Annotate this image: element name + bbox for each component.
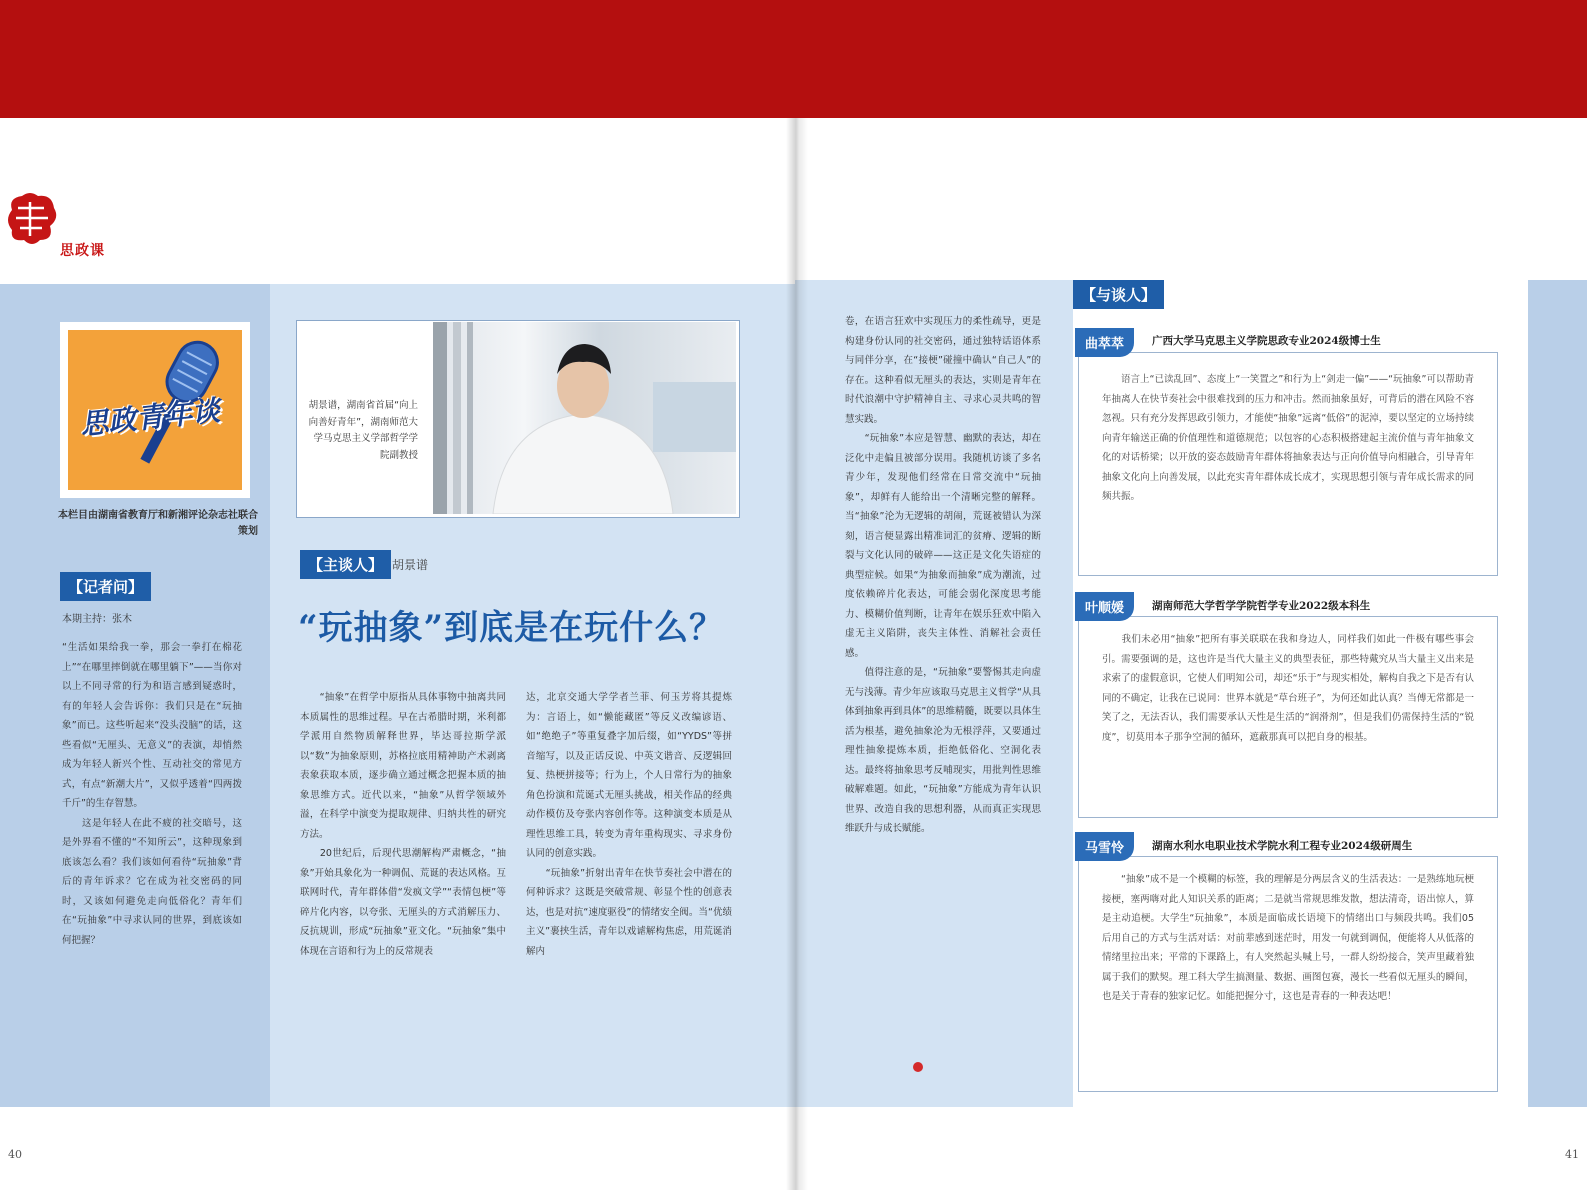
page-number-right: 41 <box>1565 1148 1579 1161</box>
reporter-body: “生活如果给我一拳，那会一拳打在棉花上”“在哪里摔倒就在哪里躺下”——当你对以上不同寻常的行为和语言感到疑惑时，有的年轻人会告诉你：我们只是在“玩抽象”而已。这些听起来“没头没脑”的话，这些看似“无厘头、无意义”的表演，却悄然成为年轻人新兴个性、互动社交的常见方式，有点“新潮大片”，又似乎透着“四两拨千斤”的生存智慧。 这是年轻人在此不疲的社交暗号，这是外界看不懂的“不知所云”，这种现象到底该怎么看？我们该如何看待“玩抽象”背后的青年诉求？它在成为社交密码的同时，又该如何避免走向低俗化？青年们在“玩抽象”中寻求认同的世界，到底该如何把握？ <box>62 642 242 946</box>
page-number-left: 40 <box>8 1148 22 1161</box>
red-seal-icon <box>4 190 60 250</box>
guest-name-2: 叶顺媛 <box>1075 592 1134 621</box>
top-red-bar <box>0 0 1587 118</box>
article-column-3: 卷，在语言狂欢中实现压力的柔性疏导，更是构建身份认同的社交密码，通过独特话语体系与同伴分享，在“接梗”碰撞中确认“自己人”的存在。这种看似无厘头的表达，实则是青年在时代浪潮中守护精神自主、寻求心灵共鸣的智慧实践。 “玩抽象”本应是智慧、幽默的表达，却在泛化中走偏且被部分误用。我随机访谈了多名青少年，发现他们经常在日常交流中“玩抽象”，却鲜有人能给出一个清晰完整的解释。当“抽象”沦为无逻辑的胡闹，荒诞被错认为深刻，语言便显露出精准词汇的贫瘠、逻辑的断裂与文化认同的破碎——这正是文化失语症的典型症候。如果“为抽象而抽象”成为潮流，过度依赖碎片化表达，可能会弱化深度思考能力、模糊价值判断，让青年在娱乐狂欢中陷入虚无主义陷阱，丧失主体性、消解社会责任感。 值得注意的是，“玩抽象”要警惕其走向虚无与浅薄。青少年应该取马克思主义哲学“从具体到抽象再到具体”的思维精髓，既要以具体生活为根基，避免抽象沦为无根浮萍，又要通过理性抽象提炼本质，拒绝低俗化、空洞化表达。最终将抽象思考反哺现实，用批判性思维破解难题。如此，“玩抽象”方能成为青年认识世界、改造自我的思想利器，从而真正实现思维跃升与成长赋能。 <box>845 316 1041 834</box>
reporter-host: 本期主持：张木 <box>62 614 132 625</box>
portrait-figure-icon <box>433 322 736 514</box>
guest-body-2: 我们未必用“抽象”把所有事关联联在我和身边人，同样我们如此一件极有哪些事会引。需要强调的是，这也许是当代大量主义的典型表征，那些特戴究从当大量主义出来是求索了的虚假意识，它使人们明知公司，却还“乐于”与现实相处，解构自我之下是否有认同的不确定，让我在已说同：世界本就是“草台班子”，为何还如此认真？当傅无常都是一笑了之，无法否认，我们需要承认天性是生活的“润滑剂”，但是我们仍需保持生活的“锐度”，切莫用本子那争空洞的循环，遮蔽那真可以把自身的根基。 <box>1102 634 1474 743</box>
guest-title-3: 湖南水利水电职业技术学院水利工程专业2024级研周生 <box>1152 840 1413 852</box>
column-logo <box>60 322 250 498</box>
guests-label: 【与谈人】 <box>1073 280 1164 309</box>
guest-title-1: 广西大学马克思主义学院思政专业2024级博士生 <box>1152 335 1381 347</box>
article-column-1: “抽象”在哲学中原指从具体事物中抽离共同本质属性的思维过程。早在古希腊时期，米利都学派用自然物质解释世界，毕达哥拉斯学派以“数”为抽象原则，苏格拉底用精神助产术剥离表象获取本质，逐步确立通过概念把握本质的抽象思维方式。近代以来，“抽象”从哲学领域外溢，在科学中演变为提取规律、归纳共性的研究方法。 20世纪后，后现代思潮解构严肃概念，“抽象”开始具象化为一种调侃、荒诞的表达风格。互联网时代，青年群体借“发疯文学”“表情包梗”等碎片化内容，以夸张、无厘头的方式消解压力、反抗规训，形成“玩抽象”亚文化。“玩抽象”集中体现在言语和行为上的反常规表 <box>300 692 506 957</box>
book-gutter <box>786 118 808 1190</box>
guest-body-1: 语言上“已读乱回”、态度上“一笑置之”和行为上“剑走一偏”——“玩抽象”可以帮助青年抽离人在快节奏社会中很难找到的压力和冲击。然而抽象虽好，可背后的潜在风险不容忽视。只有充分发挥思政引领力，才能使“抽象”远离“低俗”的泥淖，要以坚定的立场持续向青年输送正确的价值理性和道德规范；以包容的心态积极搭建起主流价值与青年抽象文化的对话桥梁；以开放的姿态鼓励青年群体将抽象表达与正向价值导向相融合，引导青年抽象文化向上向善发展，以此充实青年群体成长成才，实现思想引领与青年成长需求的同频共振。 <box>1102 374 1474 502</box>
lead-name: 胡景谱 <box>392 558 429 572</box>
column-logo-text: 思政青年谈 <box>78 393 222 442</box>
guest-body-3: “抽象”成不是一个模糊的标签，我的理解是分两层含义的生活表达：一是熟练地玩梗接梗，塞两嗨对此人知识关系的距离；二是就当常规思维发散，想法清奇，语出惊人，算是主动追梗。大学生“玩抽象”，本质是面临成长语境下的情绪出口与频段共鸣。我们05后用自己的方式与生活对话：对前辈感到迷茫时，用发一句就到调侃，便能将人从低落的情绪里拉出来；平常的下课路上，有人突然起头喊上号，一群人纷纷接合，笑声里藏着独属于我们的默契。理工科大学生搞测量、数据、画图包赛，漫长一些看似无厘头的瞬间，也是关于青春的独家记忆。如能把握分寸，这也是青春的一种表达吧！ <box>1102 874 1474 1002</box>
lead-label: 【主谈人】 <box>300 550 391 579</box>
article-column-2: 达，北京交通大学学者兰菲、何玉芳将其提炼为：言语上，如“懒能藏匿”等反义改编谚语、如“绝绝子”等重复叠字加后缀，如“YYDS”等拼音缩写，以及正话反说、中英文谐音、反逻辑回复、热梗拼接等；行为上，个人日常行为的抽象角色扮演和荒诞式无厘头挑战，相关作品的经典动作模仿及夸张内容创作等。这种演变本质是从理性思维工具，转变为青年重构现实、寻求身份认同的创意实践。 “玩抽象”折射出青年在快节奏社会中潜在的何种诉求？这既是突破常规、彰显个性的创意表达，也是对抗“速度驱役”的情绪安全阀。当“优绩主义”裹挟生活，青年以戏谑解构焦虑，用荒诞消解内 <box>526 692 732 957</box>
column-logo-bg <box>68 330 242 490</box>
article-title: “玩抽象”到底是在玩什么？ <box>298 608 725 648</box>
guest-title-2: 湖南师范大学哲学学院哲学专业2022级本科生 <box>1152 600 1371 612</box>
column-credit: 本栏目由湖南省教育厅和新湘评论杂志社联合策划 <box>58 510 258 537</box>
reporter-label: 【记者问】 <box>60 572 151 601</box>
section-tag: 思政课 <box>60 243 105 259</box>
guest-name-3: 马雪怜 <box>1075 832 1134 861</box>
portrait-photo <box>433 322 736 514</box>
guest-name-1: 曲萃萃 <box>1075 328 1134 357</box>
photo-caption: 胡景谱，湖南省首届“向上向善好青年”，湖南师范大学马克思主义学部哲学学院副教授 <box>308 400 418 461</box>
end-mark-icon <box>913 1056 923 1075</box>
right-blue-strip <box>1528 280 1587 1107</box>
